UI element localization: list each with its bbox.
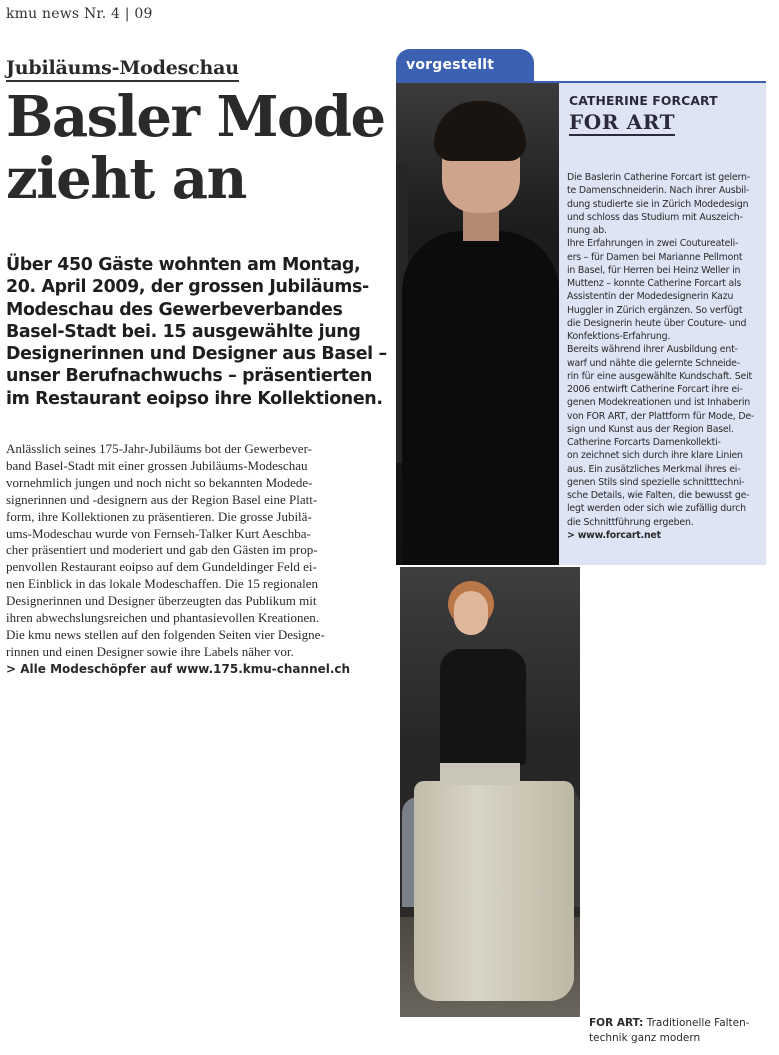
- vorgestellt-tab: [396, 49, 534, 83]
- body-line: rinnen und einen Designer sowie ihre Labels näher vor.: [6, 643, 294, 659]
- body-line: ihren abwechslungsreichen und phantasievollen Kreationen.: [6, 610, 319, 626]
- caption-line: technik ganz modern: [589, 1032, 701, 1044]
- bio-line: genen Modekreationen und ist Inhaberin: [567, 397, 751, 409]
- issue-number: kmu news Nr. 4 | 09: [6, 6, 153, 22]
- bio-line: Konfektions-Erfahrung.: [567, 331, 671, 342]
- body-line: form, ihre Kollektionen zu präsentieren. Die grosse Jubilä-: [6, 508, 312, 524]
- caption-text: Traditionelle Falten-: [643, 1017, 750, 1029]
- portrait-photo: [396, 83, 559, 565]
- bio-line: Ihre Erfahrungen in zwei Coutureateli-: [567, 238, 739, 250]
- vorgestellt-label: vorgestellt: [406, 57, 495, 73]
- photo-shape: [454, 591, 488, 635]
- body-line: vornehmlich jungen und noch nicht so bekannten Modede-: [6, 474, 313, 490]
- caption-label: FOR ART:: [589, 1017, 644, 1029]
- bio-line: te Damenschneiderin. Nach ihrer Ausbil-: [567, 185, 750, 197]
- headline-line: zieht an: [6, 146, 246, 212]
- bio-line: in Basel, für Herren bei Heinz Weller in: [567, 264, 741, 276]
- photo-shape: [402, 231, 559, 565]
- bio-line: Die Baslerin Catherine Forcart ist gelern-: [567, 172, 750, 183]
- modeschoepfer-link[interactable]: > Alle Modeschöpfer auf www.175.kmu-channel.ch: [6, 661, 351, 676]
- bio-line: 2006 entwirft Catherine Forcart ihre ei-: [567, 384, 743, 395]
- photo-shape: [440, 763, 520, 785]
- forcart-link[interactable]: > www.forcart.net: [567, 529, 661, 541]
- body-line: ums-Modeschau wurde von Fernseh-Talker Kurt Aeschba-: [6, 525, 311, 541]
- lead-paragraph: [6, 254, 388, 410]
- body-line: nen Einblick in das lokale Modeschaffen. Die 15 regionalen: [6, 576, 319, 592]
- bio-line: sche Details, wie Falten, die bewusst ge-: [567, 490, 750, 501]
- bio-line: warf und nähte die gelernte Schneide-: [567, 357, 740, 369]
- designer-infobox: [559, 83, 766, 565]
- lead-line: Über 450 Gäste wohnten am Montag,: [6, 255, 361, 275]
- bio-line: rin für eine ausgewählte Kundschaft. Seit: [567, 370, 753, 382]
- body-line: signerinnen und -designern aus der Region Basel eine Platt-: [6, 491, 318, 507]
- article-body: [6, 441, 386, 678]
- body-line: Designerinnen und Designer überzeugten das Publikum mit: [6, 593, 317, 609]
- lead-line: Designerinnen und Designer aus Basel –: [6, 344, 387, 365]
- body-line: band Basel-Stadt mit einer grossen Jubiläums-Modeschau: [6, 457, 308, 473]
- bio-line: von FOR ART, der Plattform für Mode, De-: [567, 410, 755, 422]
- lead-line: Basel-Stadt bei. 15 ausgewählte jung: [6, 321, 361, 342]
- bio-line: aus. Ein zusätzliches Merkmal ihres ei-: [567, 463, 741, 475]
- designer-name: CATHERINE FORCART: [569, 93, 718, 108]
- body-line: penvollen Restaurant eoipso auf dem Gundeldinger Feld ei-: [6, 559, 317, 575]
- bio-line: die Schnittführung ergeben.: [567, 516, 694, 528]
- bio-line: sign und Kunst aus der Region Basel.: [567, 423, 734, 435]
- lead-line: unser Berufnachwuchs – präsentierten: [6, 366, 373, 387]
- runway-photo: [400, 567, 580, 1017]
- bio-line: on zeichnet sich durch ihre klare Linien: [567, 450, 743, 462]
- bio-line: Huggler in Zürich ergänzen. So verfügt: [567, 304, 743, 316]
- bio-line: und schloss das Studium mit Auszeich-: [567, 211, 743, 223]
- bio-line: die Designerin heute über Couture- und: [567, 317, 747, 329]
- lead-line: im Restaurant eoipso ihre Kollektionen.: [6, 388, 383, 409]
- bio-line: Muttenz – konnte Catherine Forcart als: [567, 278, 742, 289]
- label-title: FOR ART: [569, 110, 676, 134]
- bio-line: nung ab.: [567, 225, 607, 236]
- bio-line: dung studierte sie in Zürich Modedesign: [567, 198, 749, 210]
- photo-shape: [414, 781, 574, 1001]
- caption-line: [589, 1016, 750, 1031]
- designer-bio: [567, 171, 764, 542]
- section-kicker: Jubiläums-Modeschau: [6, 57, 239, 82]
- bio-line: genen Stils sind spezielle schnitttechni-: [567, 476, 745, 488]
- bio-line: Catherine Forcarts Damenkollekti-: [567, 437, 721, 448]
- photo-caption: [589, 1016, 750, 1046]
- bio-line: Bereits während ihrer Ausbildung ent-: [567, 344, 738, 356]
- body-line: Die kmu news stellen auf den folgenden Seiten vier Designe-: [6, 626, 325, 642]
- bio-line: legt werden oder sich wie zufällig durch: [567, 503, 746, 515]
- body-line: Anlässlich seines 175-Jahr-Jubiläums bot der Gewerbever-: [6, 441, 312, 456]
- bio-line: ers – für Damen bei Marianne Pellmont: [567, 251, 743, 263]
- photo-shape: [434, 101, 526, 161]
- bio-line: Assistentin der Modedesignerin Kazu: [567, 291, 734, 303]
- photo-shape: [440, 649, 526, 765]
- lead-line: 20. April 2009, der grossen Jubiläums-: [6, 277, 369, 298]
- lead-line: Modeschau des Gewerbeverbandes: [6, 299, 343, 320]
- headline-line: Basler Mode: [6, 84, 385, 150]
- headline: [6, 86, 386, 210]
- body-line: cher präsentiert und moderiert und gab den Gästen im prop-: [6, 542, 318, 558]
